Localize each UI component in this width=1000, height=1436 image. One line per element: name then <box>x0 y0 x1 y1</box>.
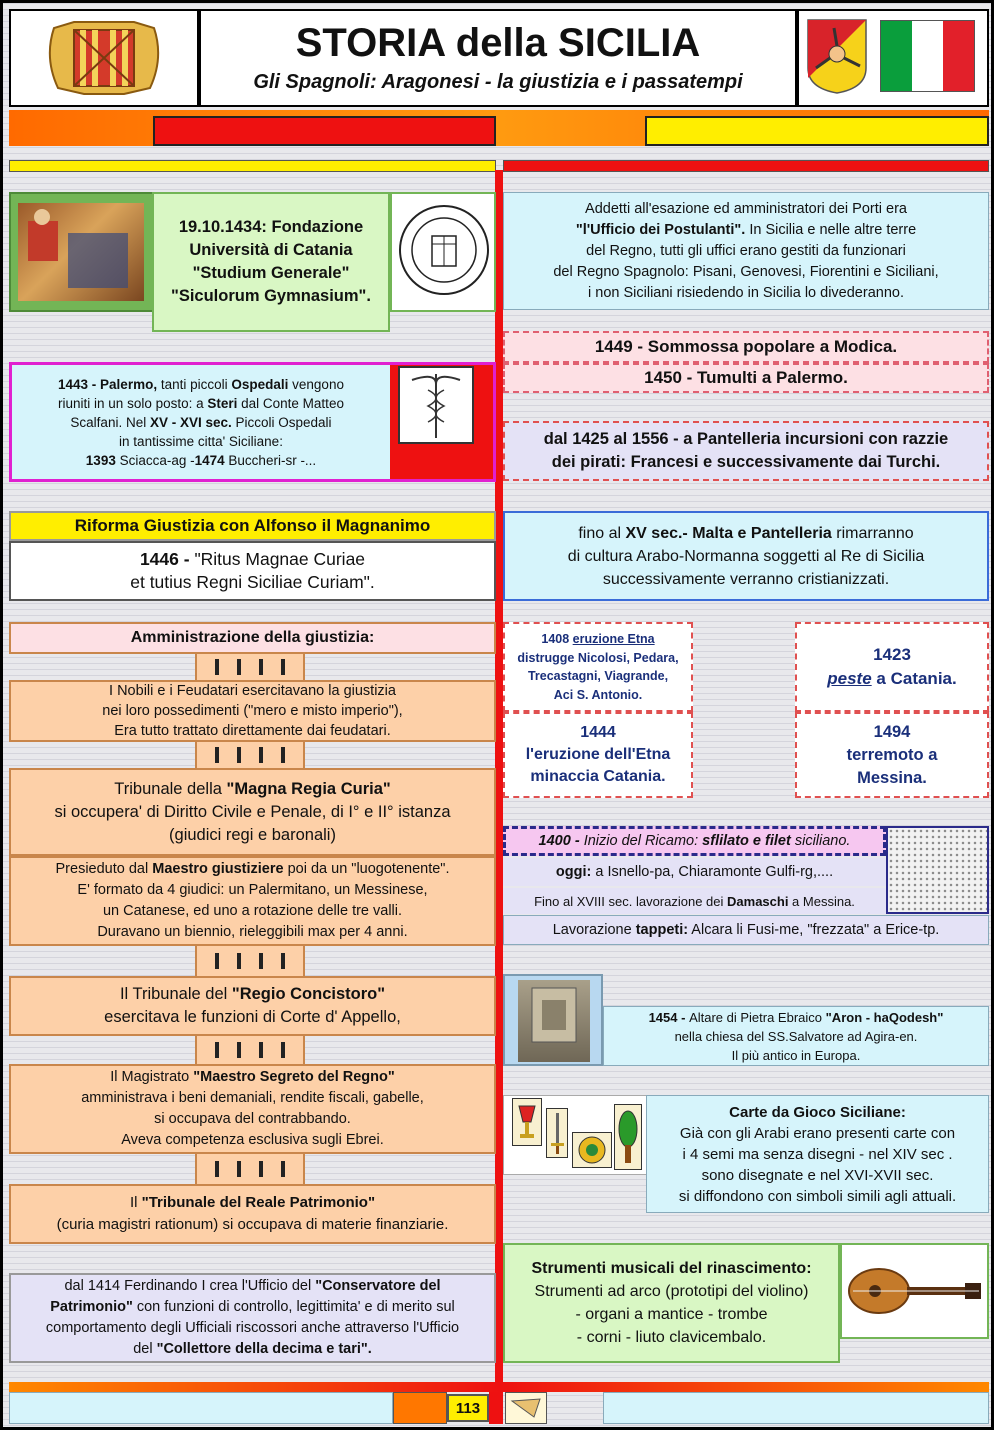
universita-box: 19.10.1434: Fondazione Università di Catania "Studium Generale" "Siculorum Gymnasium". <box>152 192 390 332</box>
maestro-giustiziere-box: Presieduto dal Maestro giustiziere poi da un "luogotenente". E' formato da 4 giudici: un Palermitano, un Messinese, un Catanese, ed uno a rotazione delle tre valli. Duravano un biennio, rieleggibili max per 4 anni. <box>9 856 496 946</box>
sommossa-box: 1449 - Sommossa popolare a Modica. <box>503 331 989 363</box>
connector <box>195 1154 305 1184</box>
coin-suit-icon <box>572 1132 612 1168</box>
porti-box: Addetti all'esazione ed amministratori dei Porti era "l'Ufficio dei Postulanti". In Sicilia e nelle altre terre del Regno, tutti gli uffici erano gestiti da funzionari del Regno Spagnolo: Pisani, Genovesi, Fiorentini e Siciliani, i non Siciliani risiedendo in Sicilia lo divederanno. <box>503 192 989 310</box>
header-title-box <box>199 9 797 107</box>
lute-icon <box>840 1243 989 1339</box>
cup-suit-icon <box>512 1098 542 1146</box>
ricamo-oggi: oggi: a Isnello-pa, Chiaramonte Gulfi-rg,.... <box>503 858 886 886</box>
terremoto-box: 1494 terremoto a Messina. <box>795 712 989 798</box>
ospedali-text: 1443 - Palermo, tanti piccoli Ospedali vengono riuniti in un solo posto: a Steri dal Conte Matteo Scalfani. Nel XV - XVI sec. Piccoli Ospedali in tantissime citta' Siciliane: 1393 Sciacca-ag -1474 Buccheri-sr -... <box>12 365 390 479</box>
etna-1444-box: 1444 l'eruzione dell'Etna minaccia Catania. <box>503 712 693 798</box>
trinacria-flag-icon <box>806 18 868 94</box>
footer-left-bar <box>9 1392 393 1424</box>
left-yellow-bar <box>9 160 496 172</box>
footer-red-block <box>489 1392 503 1424</box>
sword-suit-icon <box>546 1108 568 1158</box>
center-red-divider <box>495 170 503 1385</box>
strumenti-box: Strumenti musicali del rinascimento: Strumenti ad arco (prototipi del violino) - organi a mantice - trombe - corni - liuto clavicembalo. <box>503 1243 840 1363</box>
riforma-title: Riforma Giustizia con Alfonso il Magnanimo <box>9 511 496 541</box>
aragon-coat-of-arms-icon <box>44 18 164 98</box>
reale-patrimonio-box: Il "Tribunale del Reale Patrimonio" (curia magistri rationum) si occupava di materie finanziarie. <box>9 1184 496 1244</box>
sicily-map-icon <box>505 1392 547 1424</box>
nobili-box: I Nobili e i Feudatari esercitavano la giustizia nei loro possedimenti ("mero e misto imperio"), Era tutto trattato direttamente dai feudatari. <box>9 680 496 742</box>
amministrazione-title: Amministrazione della giustizia: <box>9 622 496 654</box>
top-yellow-block <box>645 116 989 146</box>
ricamo-damaschi: Fino al XVIII sec. lavorazione dei Damaschi a Messina. <box>503 888 886 914</box>
italian-flag-icon <box>880 20 975 92</box>
bottom-color-bar <box>9 1382 989 1392</box>
page-subtitle: Gli Spagnoli: Aragonesi - la giustizia e i passatempi <box>253 71 743 93</box>
peste-box: 1423 peste a Catania. <box>795 622 989 712</box>
altare-box: 1454 - Altare di Pietra Ebraico "Aron - haQodesh" nella chiesa del SS.Salvatore ad Agira-en. Il più antico in Europa. <box>603 1006 989 1066</box>
carte-box: Carte da Gioco Siciliane: Già con gli Arabi erano presenti carte con i 4 semi ma senza disegni - nel XIV sec . sono disegnate e nel XVI-XVII sec. si diffondono con simboli simili agli attuali. <box>646 1095 989 1213</box>
footer-right-bar <box>603 1392 989 1424</box>
ricamo-tappeti: Lavorazione tappeti: Alcara li Fusi-me, "frezzata" a Erice-tp. <box>503 915 989 945</box>
tumulti-box: 1450 - Tumulti a Palermo. <box>503 363 989 393</box>
etna-1408-box: 1408 eruzione Etna distrugge Nicolosi, Pedara, Trecastagni, Viagrande, Aci S. Antonio. <box>503 622 693 712</box>
regio-concistoro-box: Il Tribunale del "Regio Concistoro" esercitava le funzioni di Corte d' Appello, <box>9 976 496 1036</box>
ricamo-title: 1400 - Inizio del Ricamo: sflilato e filet siciliano. <box>503 826 886 856</box>
page-number: 113 <box>447 1394 489 1422</box>
connector <box>195 1036 305 1064</box>
connector <box>195 654 305 680</box>
medieval-lesson-image <box>18 203 144 301</box>
pantelleria-box: dal 1425 al 1556 - a Pantelleria incursioni con razzie dei pirati: Francesi e successivamente dai Turchi. <box>503 421 989 481</box>
caduceus-icon <box>398 366 474 444</box>
connector <box>195 742 305 768</box>
top-red-block <box>153 116 496 146</box>
university-seal-icon <box>398 204 490 296</box>
connector <box>195 946 305 976</box>
page-title: STORIA della SICILIA <box>295 21 701 65</box>
malta-box: fino al XV sec.- Malta e Pantelleria rimarranno di cultura Arabo-Normanna soggetti al Re di Sicilia successivamente verranno cristianizzati. <box>503 511 989 601</box>
club-suit-icon <box>614 1104 642 1170</box>
right-red-bar <box>503 160 989 172</box>
conservatore-box: dal 1414 Ferdinando I crea l'Ufficio del "Conservatore del Patrimonio" con funzioni di controllo, legittimita' e di merito sul comportamento degli Ufficiali riscossori anche attraverso l'Ufficio del "Collettore della decima e tari". <box>9 1273 496 1363</box>
lace-embroidery-image <box>886 826 989 914</box>
magna-regia-curia-box: Tribunale della "Magna Regia Curia" si occupera' di Diritto Civile e Penale, di I° e II° istanza (giudici regi e baronali) <box>9 768 496 856</box>
footer-orange-block <box>393 1392 447 1424</box>
stone-altar-image <box>518 980 590 1062</box>
maestro-segreto-box: Il Magistrato "Maestro Segreto del Regno" amministrava i beni demaniali, rendite fiscali, gabelle, si occupava del contrabbando. Aveva competenza esclusiva sugli Ebrei. <box>9 1064 496 1154</box>
riforma-box: 1446 - "Ritus Magnae Curiae et tutius Regni Siciliae Curiam". <box>9 541 496 601</box>
